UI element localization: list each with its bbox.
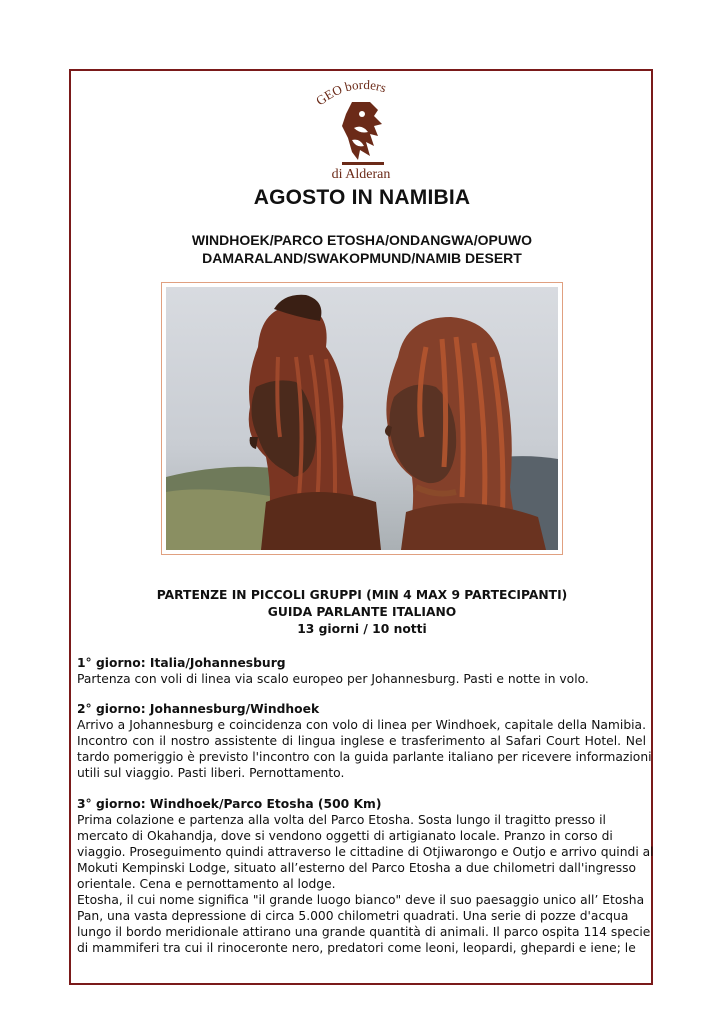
day-3-text: Mokuti Kempinski Lodge, situato all’esterno del Parco Etosha a due chilometri dall'ingresso — [77, 861, 637, 875]
bird-emblem-icon — [342, 102, 384, 165]
logo-bottom-text: di Alderan — [331, 167, 391, 182]
day-2-text: tardo pomeriggio è previsto l'incontro con la guida parlante italiano per ricevere informazioni — [77, 750, 652, 764]
page-title: AGOSTO IN NAMIBIA — [253, 186, 471, 209]
day-3-text: Pan, una vasta depressione di circa 5.000 chilometri quadrati. Una serie di pozze d'acqua — [77, 909, 629, 923]
photo-frame — [161, 282, 563, 555]
day-3-text: di mammiferi tra cui il rinoceronte nero, predatori come leoni, leopardi, ghepardi e iene; le — [77, 941, 636, 955]
day-3-heading: 3° giorno: Windhoek/Parco Etosha (500 Km) — [77, 797, 382, 811]
geo-borders-logo — [312, 76, 410, 182]
guide-info: GUIDA PARLANTE ITALIANO — [267, 605, 457, 619]
day-3-text: lungo il bordo meridionale attirano una grande quantità di animali. Il parco ospita 114 specie — [77, 925, 651, 939]
day-2-text: Incontro con il nostro assistente di lingua inglese e trasferimento al Safari Court Hotel. Nel — [77, 734, 646, 748]
day-2-heading: 2° giorno: Johannesburg/Windhoek — [77, 702, 320, 716]
route-line-1: WINDHOEK/PARCO ETOSHA/ONDANGWA/OPUWO — [191, 232, 533, 248]
day-1-text: Partenza con voli di linea via scalo europeo per Johannesburg. Pasti e notte in volo. — [77, 672, 589, 686]
day-3-text: viaggio. Proseguimento quindi attraverso le cittadine di Otjiwarongo e Outjo e arrivo quindi al — [77, 845, 654, 859]
day-1-heading: 1° giorno: Italia/Johannesburg — [77, 656, 286, 670]
day-3-text: mercato di Okahandja, dove si vendono oggetti di artigianato locale. Pranzo in corso di — [77, 829, 613, 843]
himba-women-photo — [166, 287, 558, 550]
day-2-text: utili sul viaggio. Pasti liberi. Pernottamento. — [77, 766, 345, 780]
svg-text:GEO borders — [313, 77, 388, 108]
logo-top-text: GEO borders — [312, 76, 389, 109]
day-3-text: Etosha, il cui nome significa "il grande luogo bianco" deve il suo paesaggio unico all’ Etosha — [77, 893, 645, 907]
day-3-text: orientale. Cena e pernottamento al lodge. — [77, 877, 336, 891]
day-2-text: Arrivo a Johannesburg e coincidenza con volo di linea per Windhoek, capitale della Namibia. — [77, 718, 646, 732]
route-line-2: DAMARALAND/SWAKOPMUND/NAMIB DESERT — [202, 250, 522, 266]
day-3-text: Prima colazione e partenza alla volta del Parco Etosha. Sosta lungo il tragitto presso il — [77, 813, 606, 827]
group-info: PARTENZE IN PICCOLI GRUPPI (MIN 4 MAX 9 PARTECIPANTI) — [156, 588, 568, 602]
duration-info: 13 giorni / 10 notti — [297, 622, 427, 636]
